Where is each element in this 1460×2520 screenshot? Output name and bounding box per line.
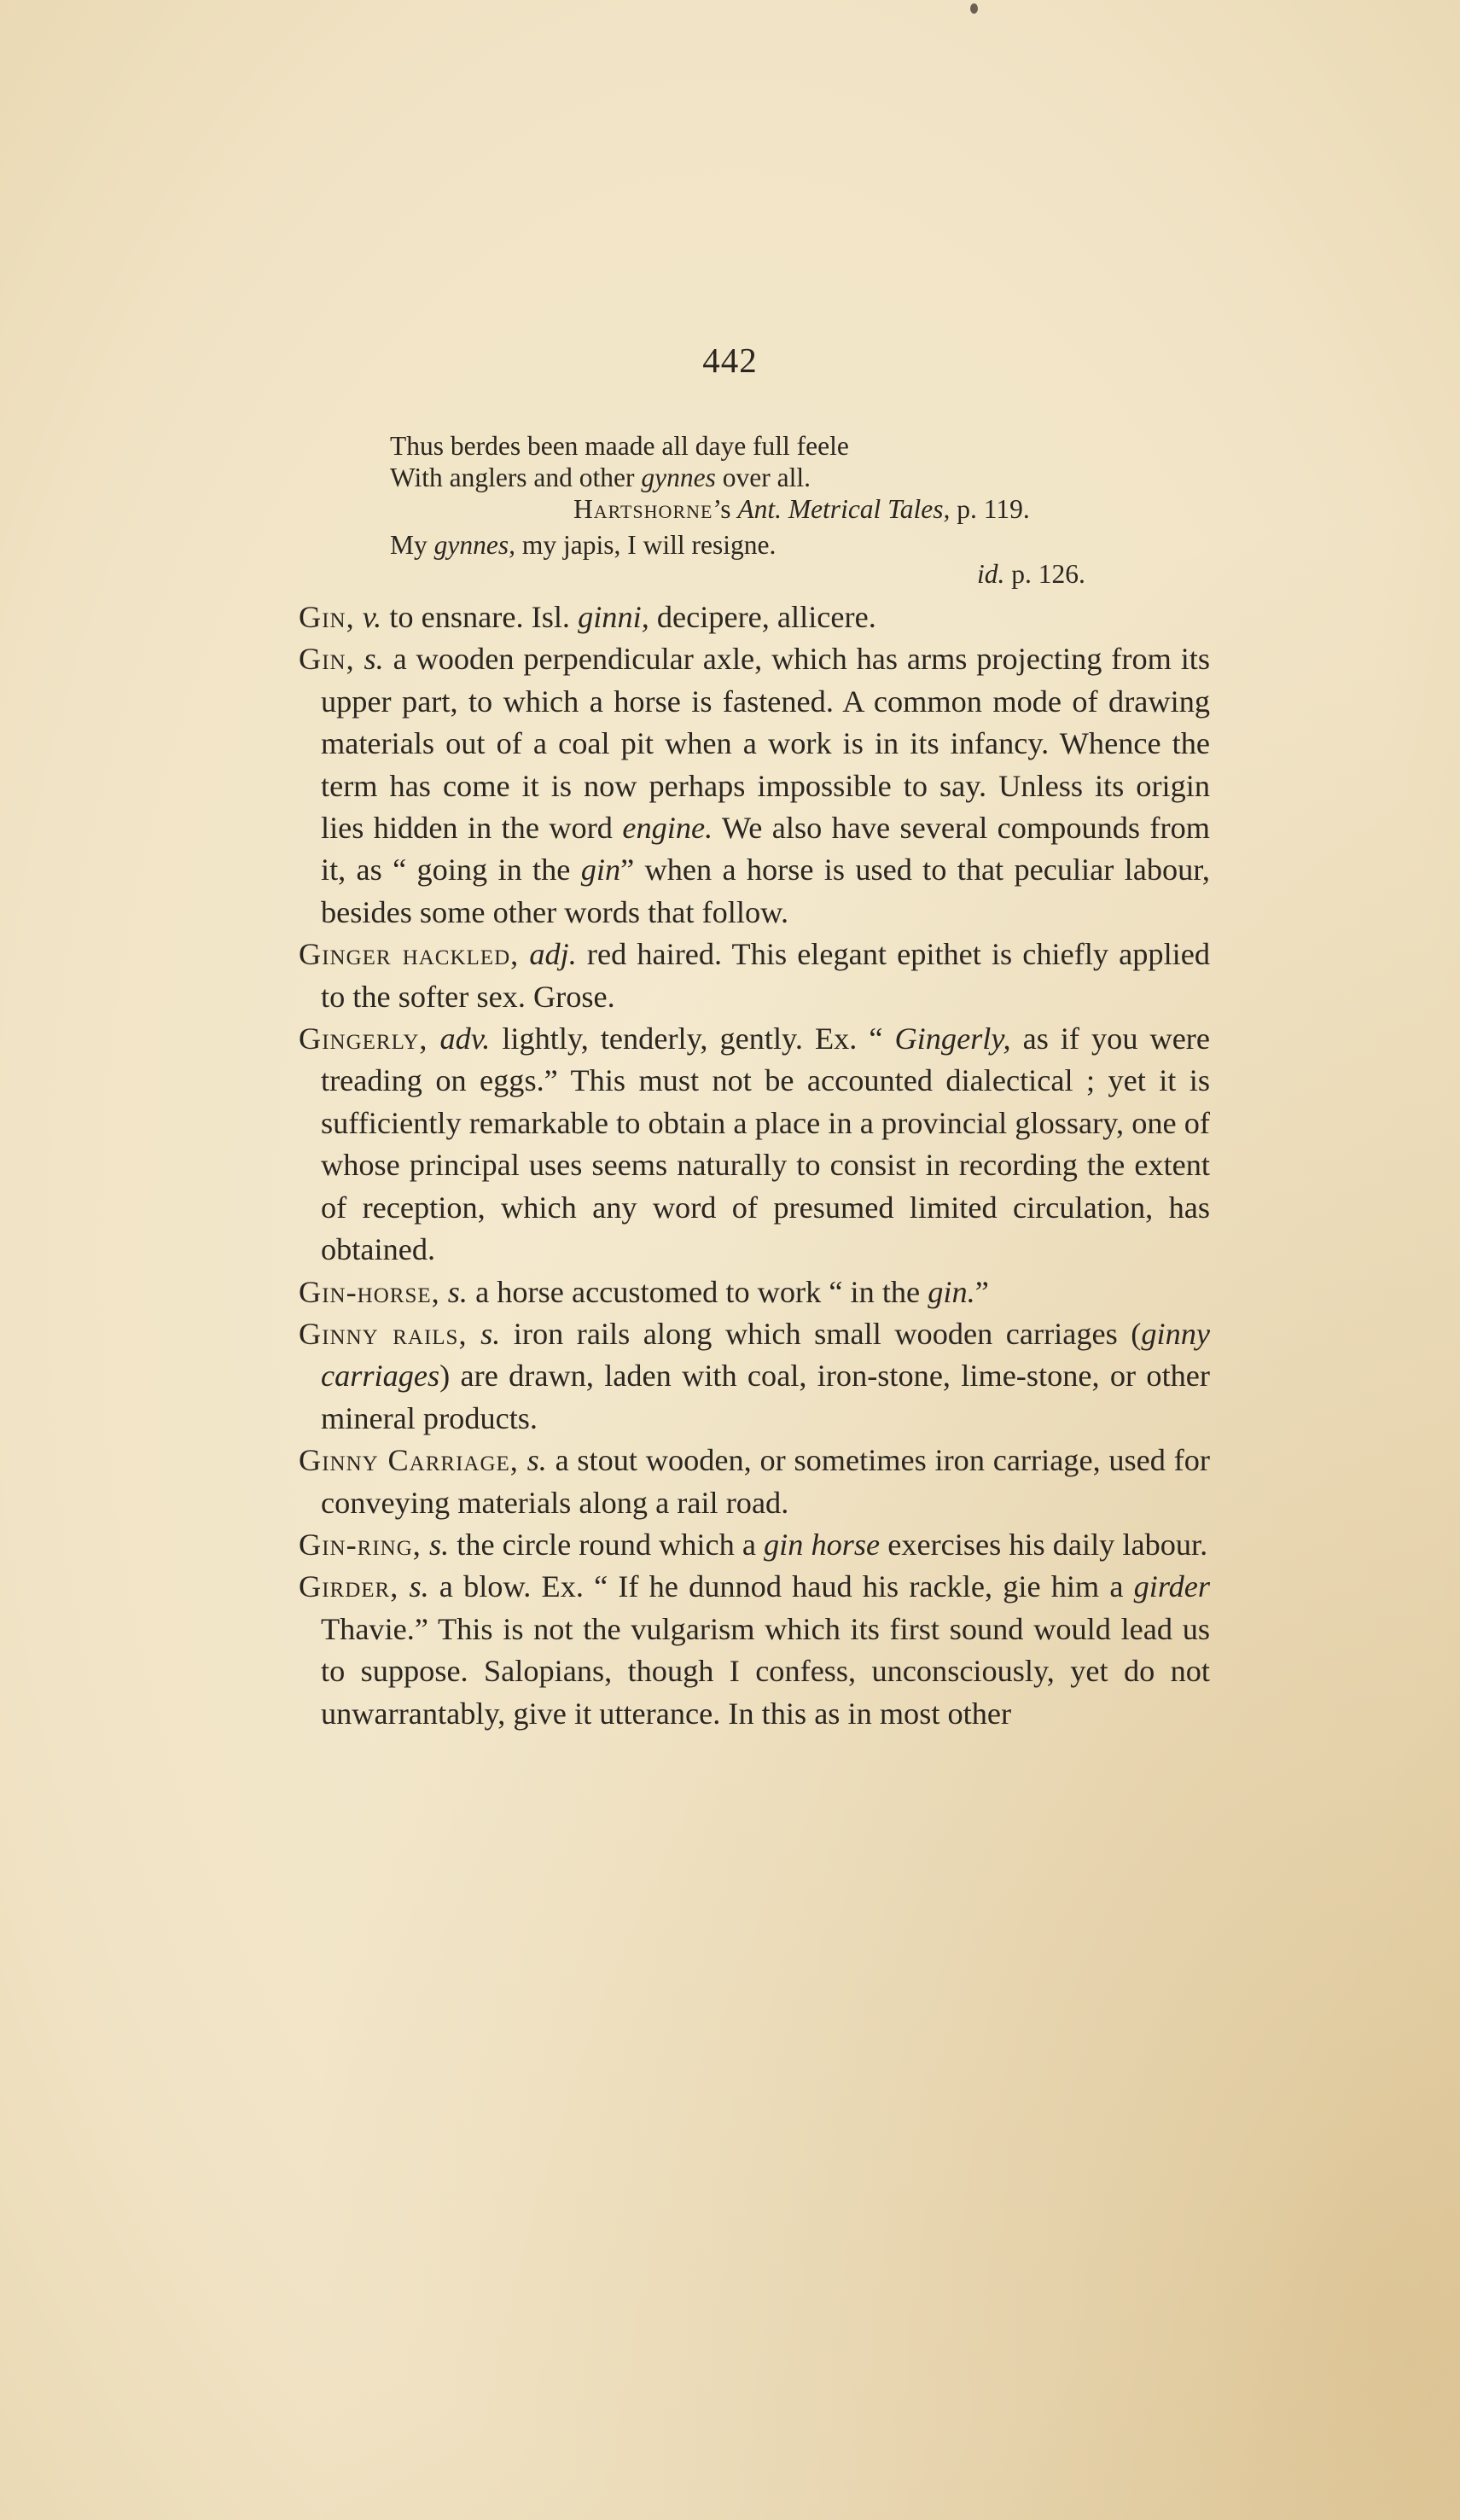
quotation-citation: Hartshorne’s Ant. Metrical Tales, p. 119. — [573, 494, 1030, 524]
glossary-entry: Gin-ring, s. the circle round which a gin horse exercises his daily labour. — [299, 1527, 1208, 1562]
headword: Ginger hackled, — [299, 937, 520, 972]
quotation-line: With anglers and other gynnes over all. — [390, 463, 811, 492]
glossary-entry: Girder, s. a blow. Ex. “ If he dunnod haud his rackle, gie him a girder Thavie.” This is not the vulgarism which its first sound would lead us to suppose. Salopians, though I confess, unconsciously, yet do not unwarrantably, give it utterance. In this as in most other — [299, 1569, 1210, 1731]
headword: Gingerly, — [299, 1021, 428, 1056]
glossary-entry: Gin-horse, s. a horse accustomed to work “ in the gin.” — [299, 1274, 989, 1309]
headword: Girder, — [299, 1569, 399, 1604]
glossary-entries — [299, 597, 1210, 1735]
headword: Gin-horse, — [299, 1274, 440, 1309]
glossary-entry: Gin, v. to ensnare. Isl. ginni, decipere, allicere. — [299, 600, 876, 634]
part-of-speech: s. — [364, 642, 384, 677]
glossary-entry: Gin, s. a wooden perpendicular axle, which has arms projecting from its upper part, to which a horse is fastened. A common mode of drawing materials out of a coal pit when a work is in its infancy. Whence the term has come it is now perhaps impossible to say. Unless its origin lies hidden in the word engine. We also have several compounds from it, as “ going in the gin” when a horse is used to that peculiar labour, besides some other words that follow. — [299, 642, 1210, 929]
glossary-entry: Gingerly, adv. lightly, tenderly, gently. Ex. “ Gingerly, as if you were treading on eggs.” This must not be accounted dialectical ; yet it is sufficiently remarkable to obtain a place in a provincial glossary, one of whose principal uses seems naturally to consist in recording the extent of reception, which any word of presumed limited circulation, has obtained. — [299, 1021, 1210, 1267]
quotation-line: My gynnes, my japis, I will resigne. — [390, 530, 777, 560]
part-of-speech: s. — [526, 1443, 547, 1478]
part-of-speech: v. — [362, 600, 382, 634]
part-of-speech: s. — [428, 1527, 450, 1562]
glossary-entry: Ginny rails, s. iron rails along which small wooden carriages (ginny carriages) are drawn, laden with coal, iron-stone, lime-stone, or other mineral products. — [299, 1316, 1211, 1435]
part-of-speech: s. — [447, 1274, 468, 1309]
headword: Gin-ring, — [299, 1527, 422, 1562]
glossary-entry: Ginny Carriage, s. a stout wooden, or sometimes iron carriage, used for conveying materials along a rail road. — [299, 1443, 1210, 1520]
headword: Ginny Carriage, — [299, 1443, 519, 1478]
headword: Gin, — [299, 642, 355, 677]
glossary-entry: Ginger hackled, adj. red haired. This elegant epithet is chiefly applied to the softer sex. Grose. — [299, 937, 1210, 1014]
part-of-speech: s. — [480, 1316, 501, 1351]
headword: Ginny rails, — [299, 1316, 468, 1351]
ink-speck — [970, 3, 978, 14]
quotation-citation: id. p. 126. — [977, 559, 1085, 589]
part-of-speech: s. — [409, 1569, 429, 1604]
part-of-speech: adv. — [439, 1021, 491, 1056]
headword: Gin, — [299, 600, 355, 634]
page-number: 442 — [702, 340, 758, 380]
quotation-line: Thus berdes been maade all daye full feele — [390, 431, 849, 461]
part-of-speech: adj. — [529, 937, 577, 972]
